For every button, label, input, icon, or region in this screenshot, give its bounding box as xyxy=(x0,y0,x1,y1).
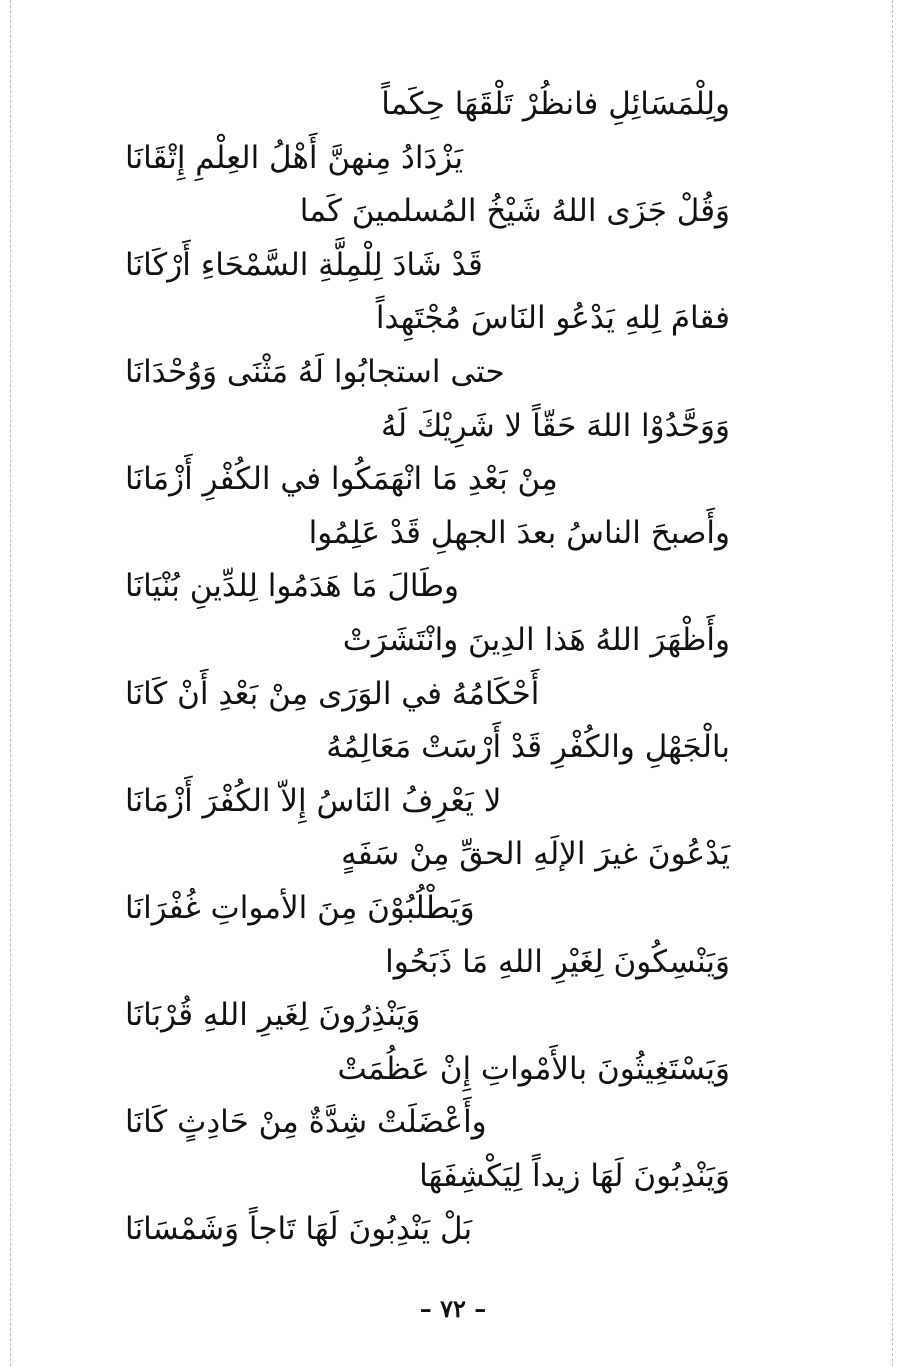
verse-line: فقامَ لِلهِ يَدْعُو النَاسَ مُجْتَهِداً xyxy=(375,300,730,337)
right-margin-rule xyxy=(892,0,893,1366)
verse-line: بَلْ يَنْدِبُونَ لَهَا تَاجاً وَشَمْسَانَا xyxy=(125,1211,473,1248)
verse-line: وأَصبحَ الناسُ بعدَ الجهلِ قَدْ عَلِمُوا xyxy=(308,514,730,551)
verse-line: مِنْ بَعْدِ مَا انْهَمَكُوا في الكُفْرِ أَزْمَانَا xyxy=(125,461,558,498)
verse-line: وطَالَ مَا هَدَمُوا لِلدِّينِ بُنْيَانَا xyxy=(125,568,459,605)
left-margin-rule xyxy=(10,0,11,1366)
verse-line: وَيَطْلُبُوْنَ مِنَ الأمواتِ غُفْرَانَا xyxy=(125,889,475,926)
verse-line: قَدْ شَادَ لِلْمِلَّةِ السَّمْحَاءِ أَرْكَانَا xyxy=(125,246,483,283)
verse-line: ولِلْمَسَائِلِ فانظُرْ تَلْقَهَا حِكَماً xyxy=(381,86,730,122)
page-number: – ٧٢ – xyxy=(419,1294,487,1323)
verse-line: وأَظْهَرَ اللهُ هَذا الدِينَ وانْتَشَرَتْ xyxy=(342,621,730,658)
verse-line: وَيَنْدِبُونَ لَهَا زيداً لِيَكْشِفَهَا xyxy=(419,1157,730,1194)
verse-line: وأَعْضَلَتْ شِدَّةٌ مِنْ حَادِثٍ كَانَا xyxy=(125,1104,487,1141)
poem-block xyxy=(115,78,735,1257)
verse-line: حتى استجابُوا لَهُ مَثْنَى وَوُحْدَانَا xyxy=(125,353,505,390)
verse-line: وَيَنْسِكُونَ لِغَيْرِ اللهِ مَا ذَبَحُوا xyxy=(385,943,730,980)
verse-line: وَيَسْتَغِيثُونَ بالأَمْواتِ إِنْ عَظُمَتْ xyxy=(337,1050,730,1087)
verse-line: يَدْعُونَ غيرَ الإلَهِ الحقِّ مِنْ سَفَهٍ xyxy=(341,836,730,873)
verse-line: أَحْكَامُهُ في الوَرَى مِنْ بَعْدِ أَنْ كَانَا xyxy=(125,675,540,712)
verse-line: لا يَعْرِفُ النَاسُ إِلاّ الكُفْرَ أَزْمَانَا xyxy=(125,782,502,819)
verse-line: وَقُلْ جَزَى اللهُ شَيْخُ المُسلمينَ كَما xyxy=(299,193,730,230)
verse-line: يَزْدَادُ مِنهنَّ أَهْلُ العِلْمِ إِتْقَانَا xyxy=(125,139,464,176)
verse-line: وَوَحَّدُوْا اللهَ حَقّاً لا شَرِيْكَ لَهُ xyxy=(380,407,730,444)
verse-line: وَيَنْذِرُونَ لِغَيرِ اللهِ قُرْبَانَا xyxy=(125,997,421,1034)
verse-line: بالْجَهْلِ والكُفْرِ قَدْ أَرْسَتْ مَعَالِمُهُ xyxy=(326,729,730,766)
